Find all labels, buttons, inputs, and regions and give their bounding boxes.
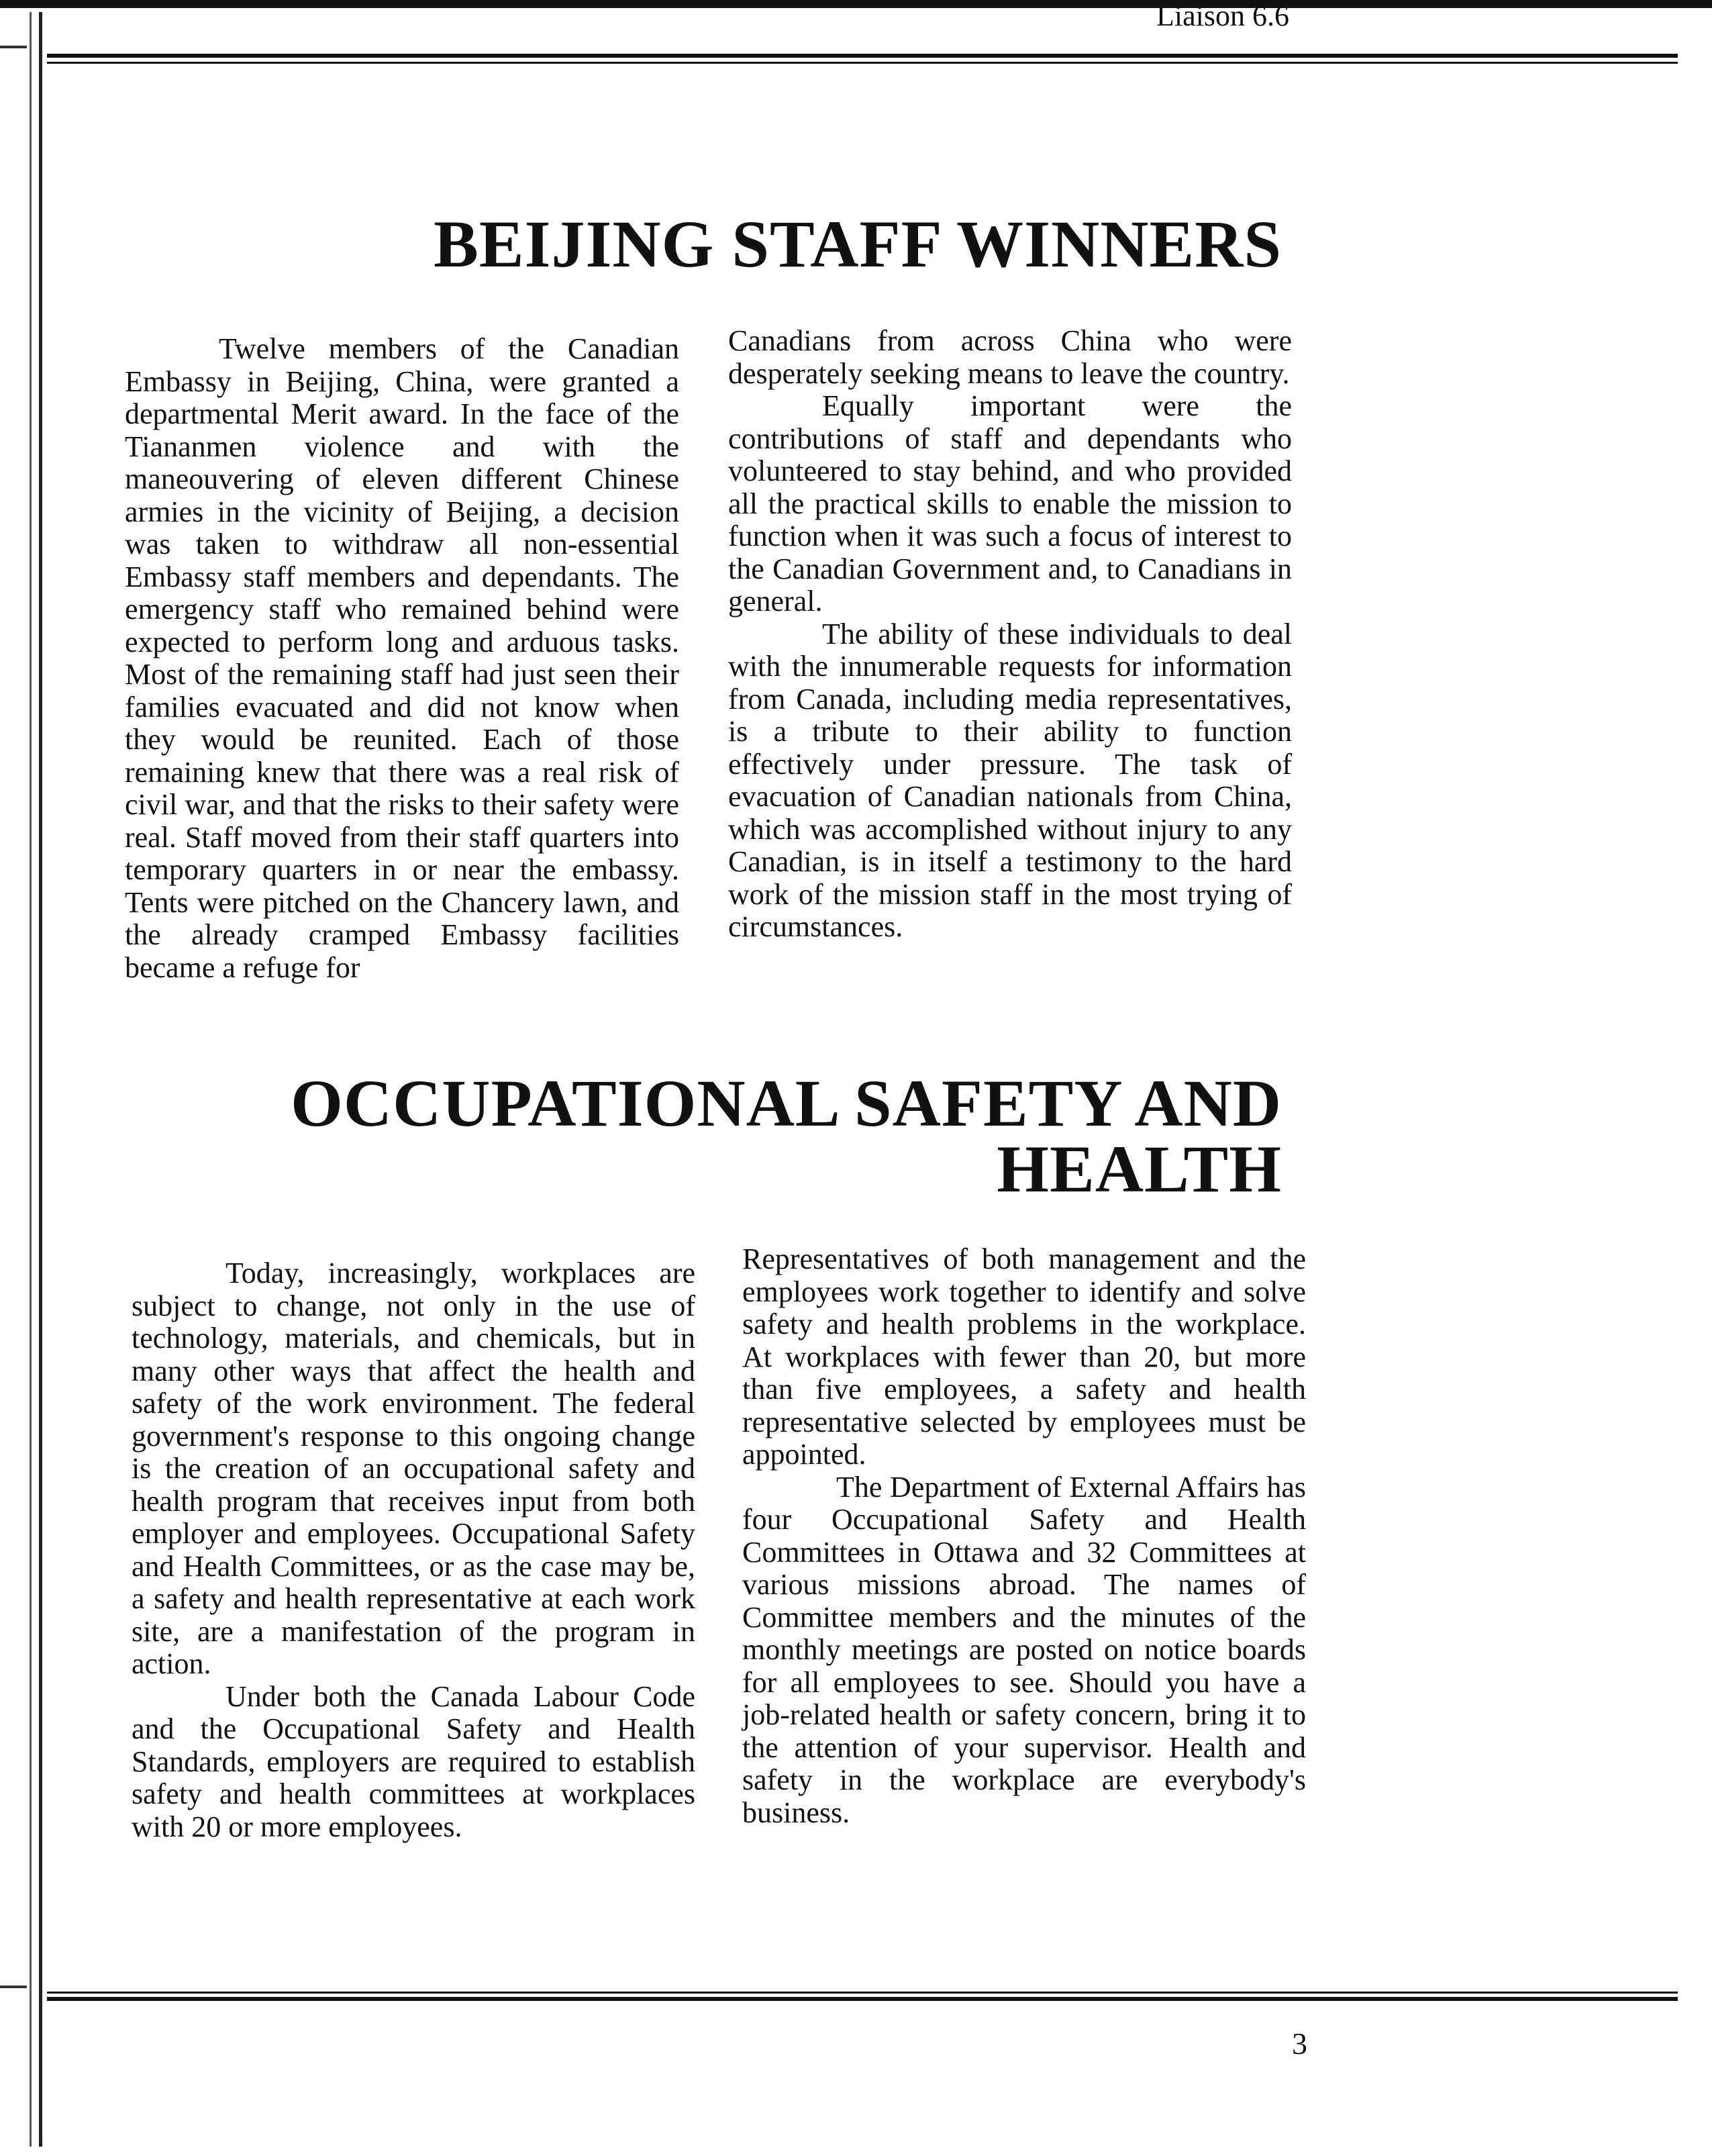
article1-paragraph: Canadians from across China who were desperately seeking means to leave the country. [728,324,1292,390]
running-header: Liaison 6.6 [1156,0,1289,32]
article2-paragraph: Under both the Canada Labour Code and the Occupational Safety and Health Standards, employers are required to establish safety and health committees at workplaces with 20 or more employees. [132,1679,695,1843]
article-title-safety-line2: HEALTH [997,1132,1282,1206]
article2-paragraph: Representatives of both management and the employees work together to identify and solve safety and health problems in the workplace. At workplaces with fewer than 20, but more than five employees, a safety and health representative selected by employees must be appointed. [742,1242,1306,1471]
footer-rule-thin [47,1992,1678,1994]
scan-top-edge [0,0,1712,8]
article1-column-right [728,325,1292,944]
article-title-safety-line1: OCCUPATIONAL SAFETY AND [291,1066,1282,1140]
scan-left-edge [39,12,42,2147]
header-rule-thin [47,62,1678,64]
article2-paragraph: The Department of External Affairs has four Occupational Safety and Health Committees in Ottawa and 32 Committees at various missions abroad. The names of Committee members and the minutes of the monthly meetings are posted on notice boards for all employees to see. Should you have a job-related health or safety concern, bring it to the attention of your supervisor. Health and safety in the workplace are everybody's business. [742,1470,1306,1829]
article1-paragraph: Twelve members of the Canadian Embassy in Beijing, China, were granted a departmental Merit award. In the face of the Tiananmen violence and with the maneouvering of eleven different Chinese armies in the vicinity of Beijing, a decision was taken to withdraw all non-essential Embassy staff members and dependants. The emergency staff who remained behind were expected to perform long and arduous tasks. Most of the remaining staff had just seen their families evacuated and did not know when they would be reunited. Each of those remaining knew that there was a real risk of civil war, and that the risks to their safety were real. Staff moved from their staff quarters into temporary quarters in or near the embassy. Tents were pitched on the Chancery lawn, and the already cramped Embassy facilities became a refuge for [125,332,679,984]
article2-paragraph: Today, increasingly, workplaces are subject to change, not only in the use of technology, materials, and chemicals, but in many other ways that affect the health and safety of the work environment. The federal government's response to this ongoing change is the creation of an occupational safety and health program that receives input from both employer and employees. Occupational Safety and Health Committees, or as the case may be, a safety and health representative at each work site, are a manifestation of the program in action. [132,1257,695,1680]
scan-left-tick [0,1986,27,1988]
article2-column-left [132,1257,695,1843]
page-number: 3 [1292,2026,1307,2061]
footer-rule-thick [47,1997,1678,2001]
scan-left-tick [0,46,27,48]
article1-column-left [125,333,679,984]
header-rule-thick [47,54,1678,58]
article1-paragraph: Equally important were the contributions of staff and dependants who volunteered to stay behind, and who provided all the practical skills to enable the mission to function when it was such a focus of interest to the Canadian Government and, to Canadians in general. [728,389,1292,618]
article2-column-right [742,1243,1306,1829]
article1-paragraph: The ability of these individuals to deal with the innumerable requests for information from Canada, including media representatives, is a tribute to their ability to function effectively under pressure. The task of evacuation of Canadian nationals from China, which was accomplished without injury to any Canadian, is in itself a testimony to the hard work of the mission staff in the most trying of circumstances. [728,617,1292,943]
article-title-beijing: BEIJING STAFF WINNERS [434,207,1282,281]
scan-left-edge-inner [30,12,32,2147]
